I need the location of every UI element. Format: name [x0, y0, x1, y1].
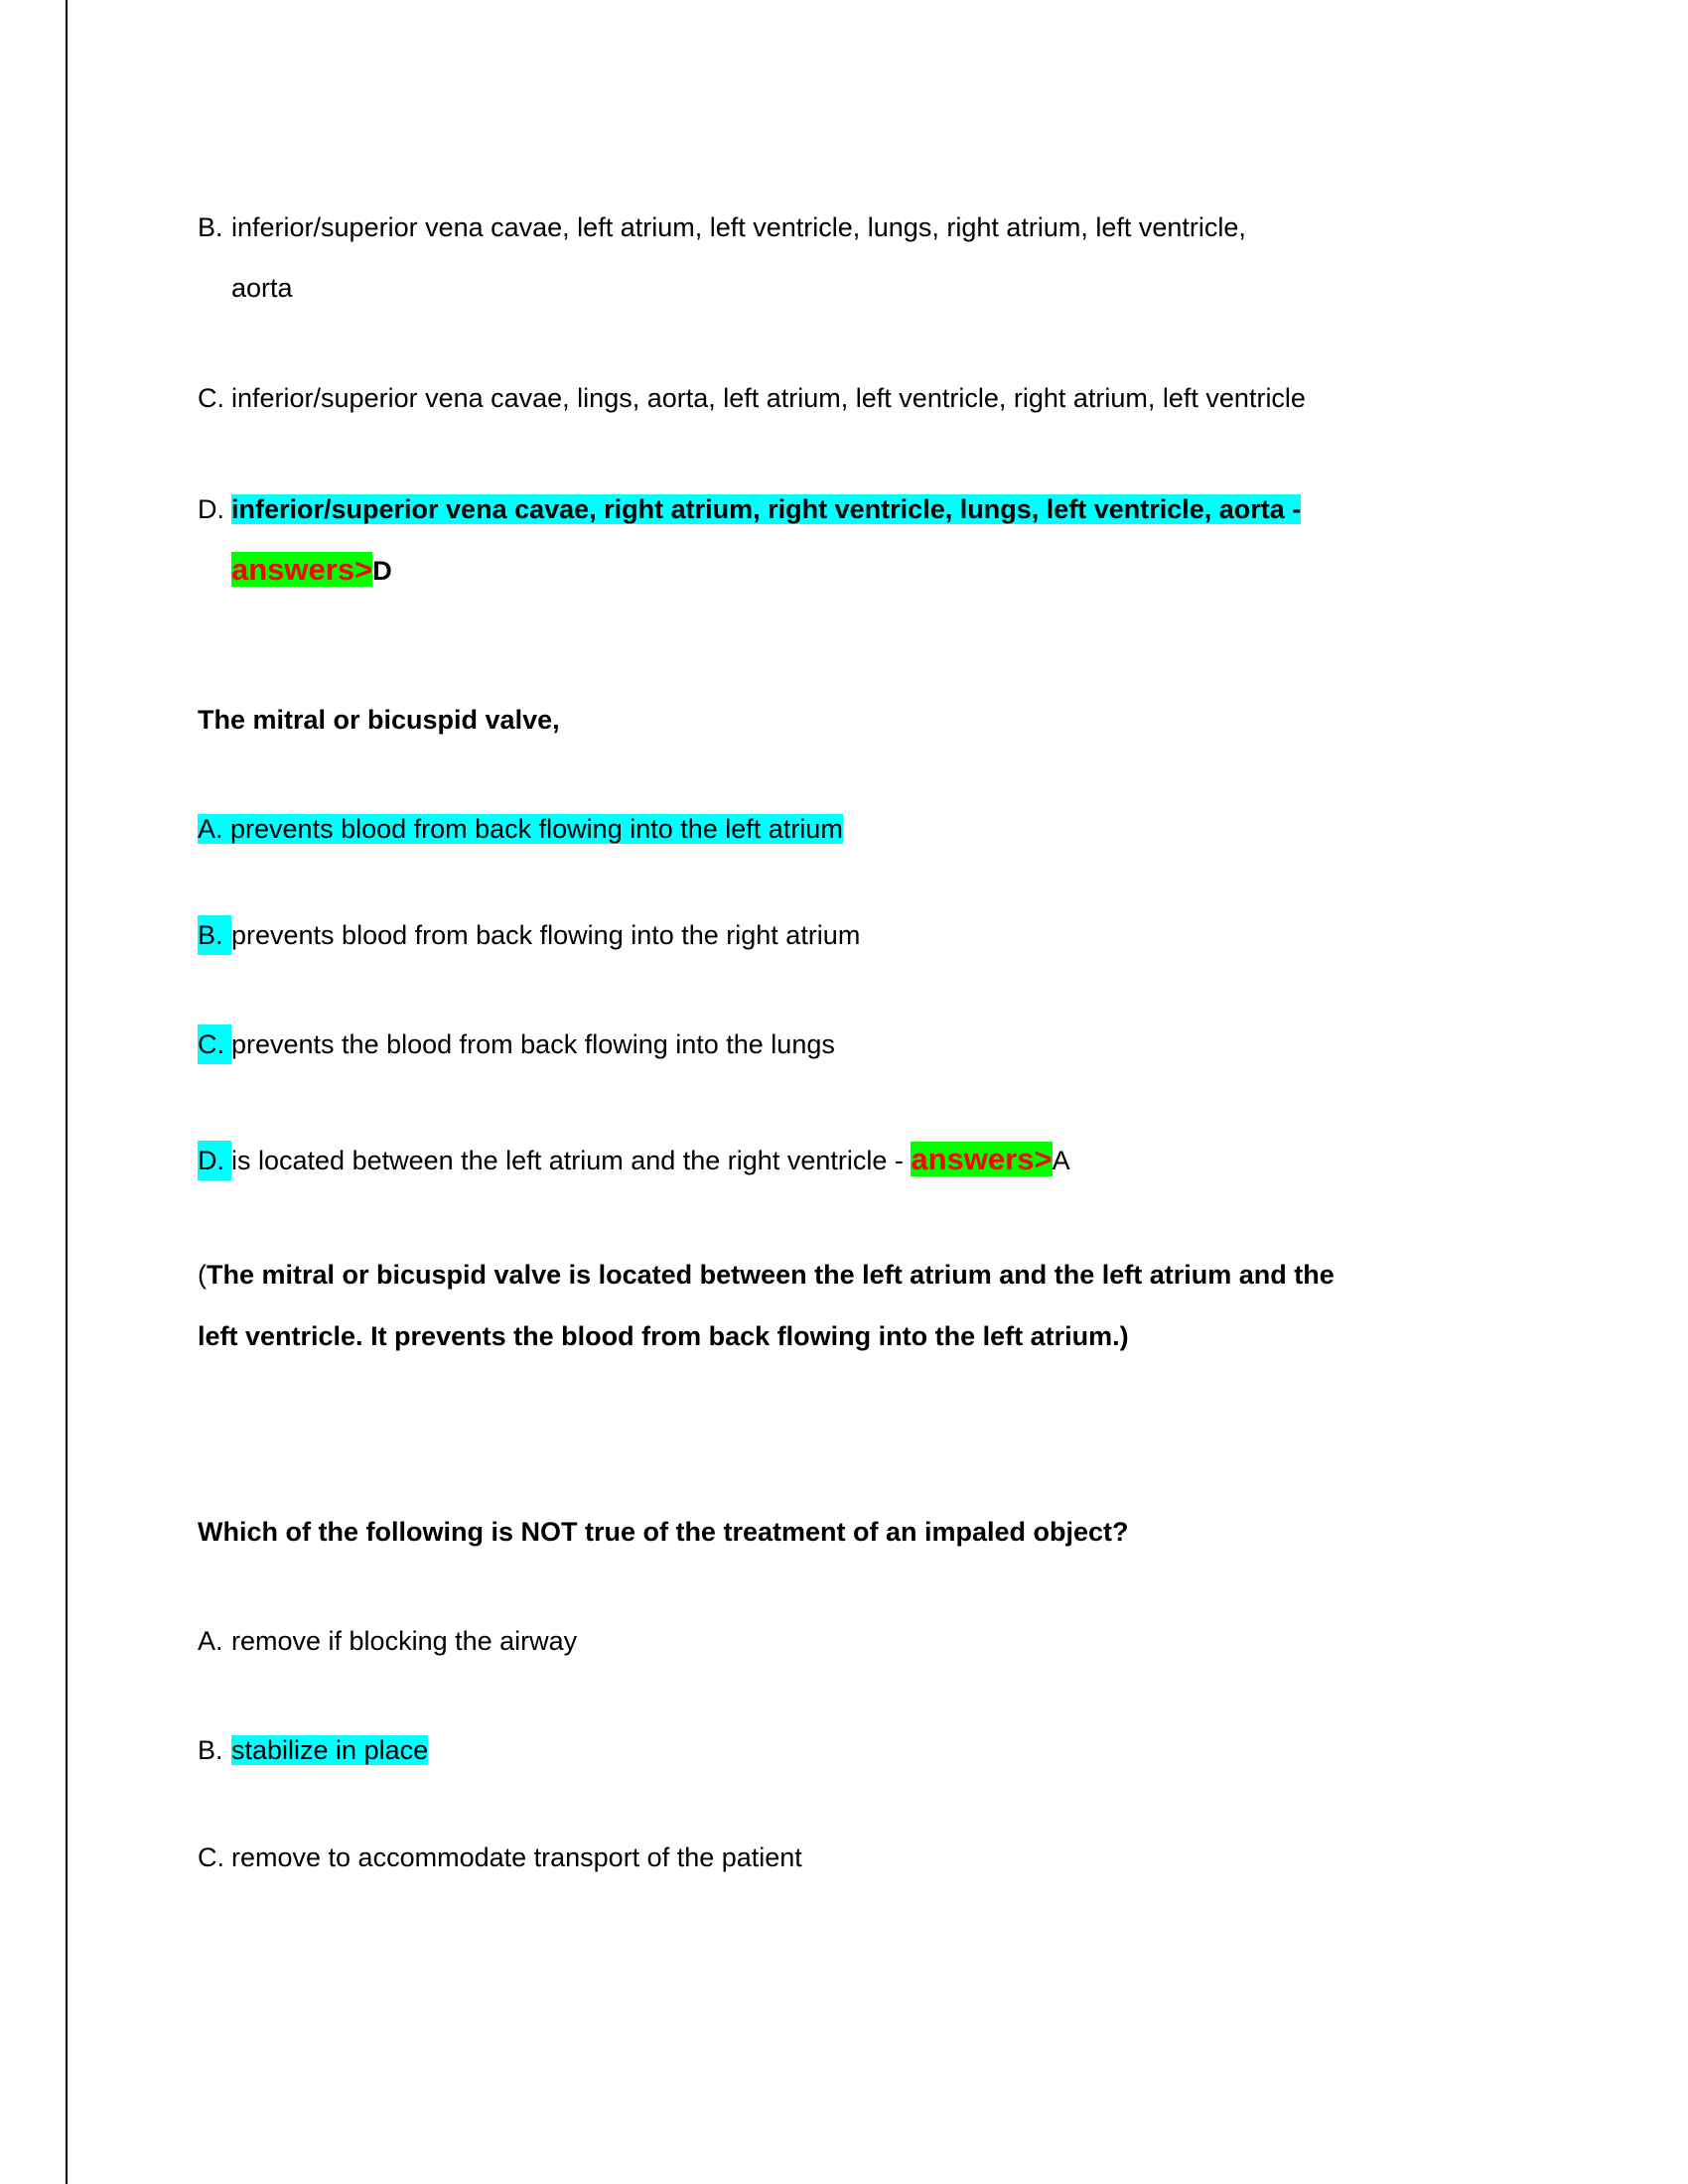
- option-label: B.: [198, 1735, 223, 1765]
- option-text: inferior/superior vena cavae, lings, aorta, left atrium, left ventricle, right atrium, left ventricle: [231, 383, 1306, 413]
- option-text: inferior/superior vena cavae, left atrium, left ventricle, lungs, right atrium, left ventricle,: [231, 212, 1246, 242]
- paren: (: [198, 1260, 207, 1290]
- q1-answer: [231, 550, 392, 590]
- correct-option-highlight: inferior/superior vena cavae, right atrium, right ventricle, lungs, left ventricle, aorta -: [231, 494, 1302, 524]
- explanation-text: The mitral or bicuspid valve is located between the left atrium and the left atrium and the: [207, 1260, 1335, 1290]
- option-label: C.: [198, 1024, 231, 1064]
- option-label: A.: [198, 1626, 223, 1656]
- option-label: D.: [198, 494, 224, 524]
- q2-option-b: [198, 915, 860, 955]
- q3-question: Which of the following is NOT true of the treatment of an impaled object?: [198, 1517, 1129, 1547]
- q1-option-b: [198, 207, 1246, 247]
- q2-question: The mitral or bicuspid valve,: [198, 705, 560, 735]
- option-label: B.: [198, 212, 223, 242]
- answer-tag: answers>: [231, 552, 373, 587]
- q3-option-a: [198, 1621, 577, 1661]
- option-text: is located between the left atrium and the right ventricle -: [231, 1146, 904, 1175]
- option-label: D.: [198, 1141, 231, 1180]
- q1-option-c: [198, 378, 1306, 418]
- answer-tag: answers>: [911, 1142, 1053, 1176]
- correct-option-highlight: stabilize in place: [231, 1735, 429, 1765]
- q3-option-c: [198, 1838, 802, 1877]
- q2-option-c: [198, 1024, 835, 1064]
- option-text: remove if blocking the airway: [231, 1626, 578, 1656]
- option-text: prevents the blood from back flowing into the lungs: [231, 1029, 835, 1059]
- q1-option-b-cont: aorta: [231, 273, 293, 303]
- q2-option-d: [198, 1140, 1070, 1179]
- q1-option-d: [198, 489, 1301, 529]
- option-label: B.: [198, 915, 231, 955]
- q2-explanation-line2: left ventricle. It prevents the blood from back flowing into the left atrium.): [198, 1321, 1129, 1351]
- correct-option-highlight: A. prevents blood from back flowing into the left atrium: [198, 814, 843, 844]
- answer-value: A: [1052, 1146, 1070, 1175]
- option-label: C.: [198, 1843, 224, 1872]
- page-left-border: [66, 0, 68, 2184]
- option-text: remove to accommodate transport of the patient: [231, 1843, 802, 1872]
- q2-explanation-line1: [198, 1255, 1335, 1295]
- q3-option-b: [198, 1730, 428, 1770]
- option-text: prevents blood from back flowing into the right atrium: [231, 920, 861, 950]
- option-label: C.: [198, 383, 224, 413]
- q2-option-a: [198, 809, 843, 849]
- answer-value: D: [372, 556, 392, 586]
